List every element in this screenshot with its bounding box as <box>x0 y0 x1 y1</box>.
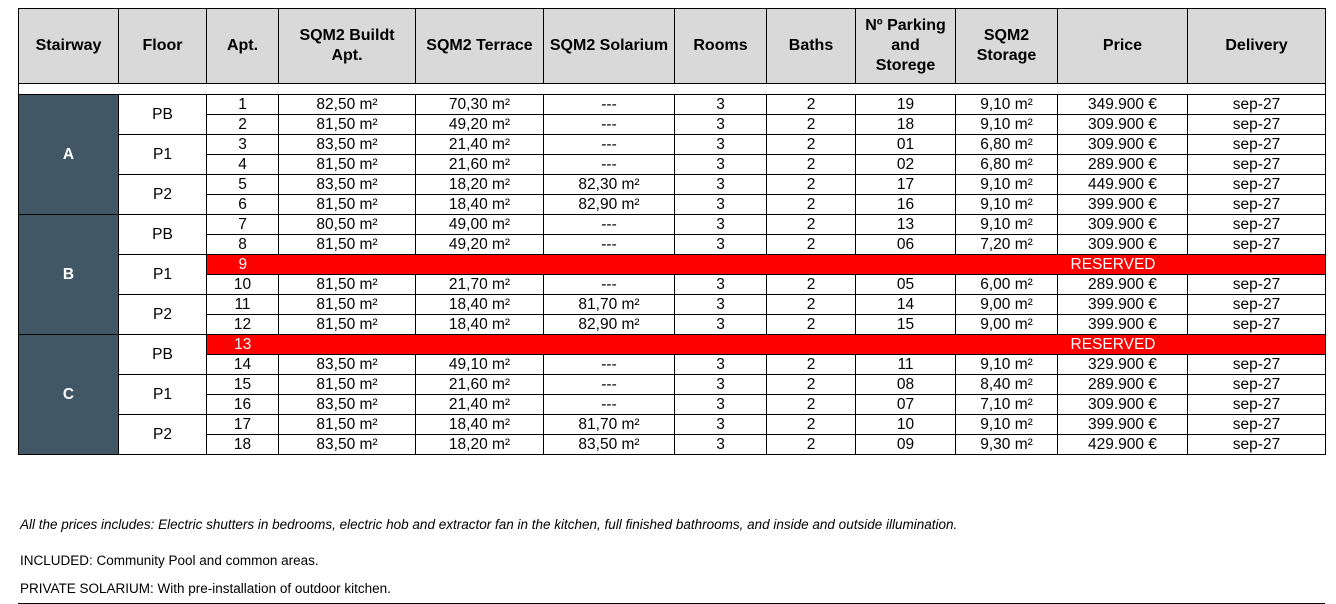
parking-cell: 06 <box>856 235 956 255</box>
price-cell: 349.900 € <box>1058 95 1188 115</box>
sqm-terrace-cell: 21,60 m² <box>416 375 544 395</box>
table-row <box>19 435 1326 455</box>
sqm-storage-cell: 9,00 m² <box>956 295 1058 315</box>
parking-cell: 07 <box>856 395 956 415</box>
stairway-cell: B <box>19 215 119 335</box>
apartments-table <box>18 8 1326 455</box>
stairway-cell: C <box>19 335 119 455</box>
rooms-cell: 3 <box>675 195 767 215</box>
sqm-built-cell: 81,50 m² <box>279 115 416 135</box>
reserved-fill <box>956 255 1058 275</box>
note-included: INCLUDED: Community Pool and common areas. <box>20 553 319 568</box>
delivery-cell: sep-27 <box>1188 175 1326 195</box>
reserved-fill <box>1188 335 1326 355</box>
sqm-storage-cell: 9,10 m² <box>956 355 1058 375</box>
table-row <box>19 375 1326 395</box>
header-price: Price <box>1058 9 1188 84</box>
header-rooms: Rooms <box>675 9 767 84</box>
sqm-solarium-cell: 83,50 m² <box>544 435 675 455</box>
table-row-reserved <box>19 335 1326 355</box>
sqm-solarium-cell: --- <box>544 215 675 235</box>
sqm-terrace-cell: 49,20 m² <box>416 115 544 135</box>
price-cell: 399.900 € <box>1058 415 1188 435</box>
sqm-solarium-cell: --- <box>544 375 675 395</box>
reserved-fill <box>675 335 767 355</box>
apt-cell: 13 <box>207 335 279 355</box>
apt-cell: 18 <box>207 435 279 455</box>
sqm-solarium-cell: 82,90 m² <box>544 315 675 335</box>
table-row <box>19 415 1326 435</box>
floor-cell: P2 <box>119 175 207 215</box>
baths-cell: 2 <box>767 355 856 375</box>
delivery-cell: sep-27 <box>1188 275 1326 295</box>
rooms-cell: 3 <box>675 135 767 155</box>
sqm-solarium-cell: 82,30 m² <box>544 175 675 195</box>
price-cell: 289.900 € <box>1058 155 1188 175</box>
sqm-solarium-cell: --- <box>544 155 675 175</box>
table-row <box>19 175 1326 195</box>
delivery-cell: sep-27 <box>1188 415 1326 435</box>
rooms-cell: 3 <box>675 295 767 315</box>
apt-cell: 2 <box>207 115 279 135</box>
delivery-cell: sep-27 <box>1188 355 1326 375</box>
baths-cell: 2 <box>767 235 856 255</box>
price-cell: 309.900 € <box>1058 135 1188 155</box>
table-row <box>19 355 1326 375</box>
parking-cell: 18 <box>856 115 956 135</box>
delivery-cell: sep-27 <box>1188 295 1326 315</box>
header-row <box>19 9 1326 84</box>
reserved-fill <box>416 255 544 275</box>
sqm-solarium-cell: 81,70 m² <box>544 295 675 315</box>
header-delivery: Delivery <box>1188 9 1326 84</box>
table-row <box>19 295 1326 315</box>
sqm-solarium-cell: --- <box>544 395 675 415</box>
baths-cell: 2 <box>767 215 856 235</box>
floor-cell: P1 <box>119 135 207 175</box>
sqm-storage-cell: 9,10 m² <box>956 195 1058 215</box>
price-cell: 289.900 € <box>1058 375 1188 395</box>
sqm-solarium-cell: --- <box>544 95 675 115</box>
table-row <box>19 95 1326 115</box>
baths-cell: 2 <box>767 95 856 115</box>
sqm-built-cell: 83,50 m² <box>279 135 416 155</box>
parking-cell: 19 <box>856 95 956 115</box>
rooms-cell: 3 <box>675 415 767 435</box>
reserved-fill <box>675 255 767 275</box>
apt-cell: 14 <box>207 355 279 375</box>
floor-cell: P2 <box>119 295 207 335</box>
sqm-terrace-cell: 18,40 m² <box>416 195 544 215</box>
table-row <box>19 235 1326 255</box>
sqm-storage-cell: 6,80 m² <box>956 155 1058 175</box>
parking-cell: 17 <box>856 175 956 195</box>
delivery-cell: sep-27 <box>1188 395 1326 415</box>
sqm-storage-cell: 7,20 m² <box>956 235 1058 255</box>
sqm-solarium-cell: 82,90 m² <box>544 195 675 215</box>
reserved-fill <box>767 255 856 275</box>
header-sqm-built: SQM2 Buildt Apt. <box>279 9 416 84</box>
sqm-terrace-cell: 49,20 m² <box>416 235 544 255</box>
rooms-cell: 3 <box>675 315 767 335</box>
table-row <box>19 155 1326 175</box>
table-row <box>19 275 1326 295</box>
sqm-storage-cell: 7,10 m² <box>956 395 1058 415</box>
parking-cell: 11 <box>856 355 956 375</box>
apartments-body <box>19 95 1326 455</box>
floor-cell: P1 <box>119 255 207 295</box>
baths-cell: 2 <box>767 375 856 395</box>
header-floor: Floor <box>119 9 207 84</box>
baths-cell: 2 <box>767 195 856 215</box>
note-solarium: PRIVATE SOLARIUM: With pre-installation of outdoor kitchen. <box>20 581 391 596</box>
header-sqm-terrace: SQM2 Terrace <box>416 9 544 84</box>
header-sqm-storage: SQM2 Storage <box>956 9 1058 84</box>
parking-cell: 08 <box>856 375 956 395</box>
parking-cell: 14 <box>856 295 956 315</box>
sqm-built-cell: 83,50 m² <box>279 355 416 375</box>
apt-cell: 4 <box>207 155 279 175</box>
table-row <box>19 215 1326 235</box>
sqm-terrace-cell: 18,20 m² <box>416 175 544 195</box>
reserved-label: RESERVED <box>1058 255 1188 275</box>
baths-cell: 2 <box>767 295 856 315</box>
delivery-cell: sep-27 <box>1188 115 1326 135</box>
reserved-fill <box>956 335 1058 355</box>
sqm-built-cell: 81,50 m² <box>279 275 416 295</box>
parking-cell: 01 <box>856 135 956 155</box>
delivery-cell: sep-27 <box>1188 155 1326 175</box>
sqm-storage-cell: 9,00 m² <box>956 315 1058 335</box>
header-apt: Apt. <box>207 9 279 84</box>
delivery-cell: sep-27 <box>1188 95 1326 115</box>
table-row <box>19 315 1326 335</box>
reserved-fill <box>279 255 416 275</box>
floor-cell: P1 <box>119 375 207 415</box>
floor-cell: P2 <box>119 415 207 455</box>
apt-cell: 1 <box>207 95 279 115</box>
sqm-storage-cell: 8,40 m² <box>956 375 1058 395</box>
sqm-storage-cell: 9,10 m² <box>956 215 1058 235</box>
rooms-cell: 3 <box>675 175 767 195</box>
price-cell: 309.900 € <box>1058 235 1188 255</box>
baths-cell: 2 <box>767 415 856 435</box>
notes <box>20 517 1325 596</box>
sqm-built-cell: 81,50 m² <box>279 155 416 175</box>
baths-cell: 2 <box>767 435 856 455</box>
stairway-cell: A <box>19 95 119 215</box>
sqm-built-cell: 81,50 m² <box>279 195 416 215</box>
rooms-cell: 3 <box>675 355 767 375</box>
sqm-storage-cell: 6,00 m² <box>956 275 1058 295</box>
reserved-fill <box>279 335 416 355</box>
apt-cell: 9 <box>207 255 279 275</box>
rooms-cell: 3 <box>675 115 767 135</box>
sqm-built-cell: 83,50 m² <box>279 395 416 415</box>
price-cell: 399.900 € <box>1058 195 1188 215</box>
reserved-fill <box>856 255 956 275</box>
sqm-terrace-cell: 21,60 m² <box>416 155 544 175</box>
reserved-fill <box>856 335 956 355</box>
delivery-cell: sep-27 <box>1188 135 1326 155</box>
sqm-storage-cell: 9,10 m² <box>956 415 1058 435</box>
sqm-terrace-cell: 18,20 m² <box>416 435 544 455</box>
apt-cell: 3 <box>207 135 279 155</box>
table-row <box>19 395 1326 415</box>
delivery-cell: sep-27 <box>1188 375 1326 395</box>
price-cell: 449.900 € <box>1058 175 1188 195</box>
price-cell: 329.900 € <box>1058 355 1188 375</box>
rooms-cell: 3 <box>675 215 767 235</box>
rooms-cell: 3 <box>675 235 767 255</box>
table-row <box>19 135 1326 155</box>
floor-cell: PB <box>119 215 207 255</box>
reserved-fill <box>767 335 856 355</box>
sqm-built-cell: 81,50 m² <box>279 315 416 335</box>
delivery-cell: sep-27 <box>1188 235 1326 255</box>
sqm-built-cell: 82,50 m² <box>279 95 416 115</box>
baths-cell: 2 <box>767 315 856 335</box>
header-spacer <box>19 84 1326 95</box>
rooms-cell: 3 <box>675 155 767 175</box>
price-cell: 309.900 € <box>1058 215 1188 235</box>
apt-cell: 12 <box>207 315 279 335</box>
header-sqm-solarium: SQM2 Solarium <box>544 9 675 84</box>
rooms-cell: 3 <box>675 435 767 455</box>
reserved-fill <box>1188 255 1326 275</box>
header-baths: Baths <box>767 9 856 84</box>
apt-cell: 11 <box>207 295 279 315</box>
header-parking: Nº Parking and Storege <box>856 9 956 84</box>
delivery-cell: sep-27 <box>1188 195 1326 215</box>
sqm-storage-cell: 9,10 m² <box>956 115 1058 135</box>
reserved-fill <box>544 335 675 355</box>
rooms-cell: 3 <box>675 395 767 415</box>
sqm-built-cell: 81,50 m² <box>279 375 416 395</box>
sqm-terrace-cell: 21,70 m² <box>416 275 544 295</box>
sqm-terrace-cell: 21,40 m² <box>416 395 544 415</box>
parking-cell: 05 <box>856 275 956 295</box>
apt-cell: 8 <box>207 235 279 255</box>
apt-cell: 6 <box>207 195 279 215</box>
apt-cell: 16 <box>207 395 279 415</box>
delivery-cell: sep-27 <box>1188 315 1326 335</box>
sqm-terrace-cell: 18,40 m² <box>416 415 544 435</box>
sqm-terrace-cell: 70,30 m² <box>416 95 544 115</box>
parking-cell: 10 <box>856 415 956 435</box>
apt-cell: 17 <box>207 415 279 435</box>
sqm-built-cell: 81,50 m² <box>279 295 416 315</box>
delivery-cell: sep-27 <box>1188 435 1326 455</box>
sqm-built-cell: 80,50 m² <box>279 215 416 235</box>
sqm-solarium-cell: --- <box>544 115 675 135</box>
baths-cell: 2 <box>767 155 856 175</box>
sqm-solarium-cell: 81,70 m² <box>544 415 675 435</box>
delivery-cell: sep-27 <box>1188 215 1326 235</box>
price-cell: 429.900 € <box>1058 435 1188 455</box>
apt-cell: 10 <box>207 275 279 295</box>
sqm-solarium-cell: --- <box>544 355 675 375</box>
baths-cell: 2 <box>767 175 856 195</box>
apt-cell: 7 <box>207 215 279 235</box>
rooms-cell: 3 <box>675 95 767 115</box>
apt-cell: 15 <box>207 375 279 395</box>
sqm-built-cell: 81,50 m² <box>279 235 416 255</box>
price-cell: 399.900 € <box>1058 295 1188 315</box>
sqm-solarium-cell: --- <box>544 275 675 295</box>
sqm-storage-cell: 9,10 m² <box>956 95 1058 115</box>
parking-cell: 09 <box>856 435 956 455</box>
sqm-built-cell: 83,50 m² <box>279 175 416 195</box>
sqm-storage-cell: 9,10 m² <box>956 175 1058 195</box>
table-row <box>19 115 1326 135</box>
sqm-terrace-cell: 18,40 m² <box>416 295 544 315</box>
parking-cell: 16 <box>856 195 956 215</box>
price-cell: 289.900 € <box>1058 275 1188 295</box>
price-cell: 309.900 € <box>1058 115 1188 135</box>
parking-cell: 02 <box>856 155 956 175</box>
reserved-fill <box>544 255 675 275</box>
sqm-solarium-cell: --- <box>544 135 675 155</box>
sqm-built-cell: 83,50 m² <box>279 435 416 455</box>
baths-cell: 2 <box>767 115 856 135</box>
sqm-terrace-cell: 49,10 m² <box>416 355 544 375</box>
price-list <box>18 8 1325 455</box>
table-row <box>19 195 1326 215</box>
rooms-cell: 3 <box>675 275 767 295</box>
floor-cell: PB <box>119 95 207 135</box>
sqm-terrace-cell: 21,40 m² <box>416 135 544 155</box>
baths-cell: 2 <box>767 275 856 295</box>
sqm-storage-cell: 6,80 m² <box>956 135 1058 155</box>
sqm-terrace-cell: 18,40 m² <box>416 315 544 335</box>
sqm-storage-cell: 9,30 m² <box>956 435 1058 455</box>
baths-cell: 2 <box>767 135 856 155</box>
parking-cell: 13 <box>856 215 956 235</box>
rooms-cell: 3 <box>675 375 767 395</box>
parking-cell: 15 <box>856 315 956 335</box>
sqm-terrace-cell: 49,00 m² <box>416 215 544 235</box>
baths-cell: 2 <box>767 395 856 415</box>
sqm-built-cell: 81,50 m² <box>279 415 416 435</box>
note-prices: All the prices includes: Electric shutters in bedrooms, electric hob and extractor fan in the kitchen, full finished bathrooms, and inside and outside illumination. <box>20 517 958 532</box>
sqm-solarium-cell: --- <box>544 235 675 255</box>
price-cell: 399.900 € <box>1058 315 1188 335</box>
price-cell: 309.900 € <box>1058 395 1188 415</box>
reserved-label: RESERVED <box>1058 335 1188 355</box>
header-stairway: Stairway <box>19 9 119 84</box>
table-row-reserved <box>19 255 1326 275</box>
apt-cell: 5 <box>207 175 279 195</box>
floor-cell: PB <box>119 335 207 375</box>
reserved-fill <box>416 335 544 355</box>
